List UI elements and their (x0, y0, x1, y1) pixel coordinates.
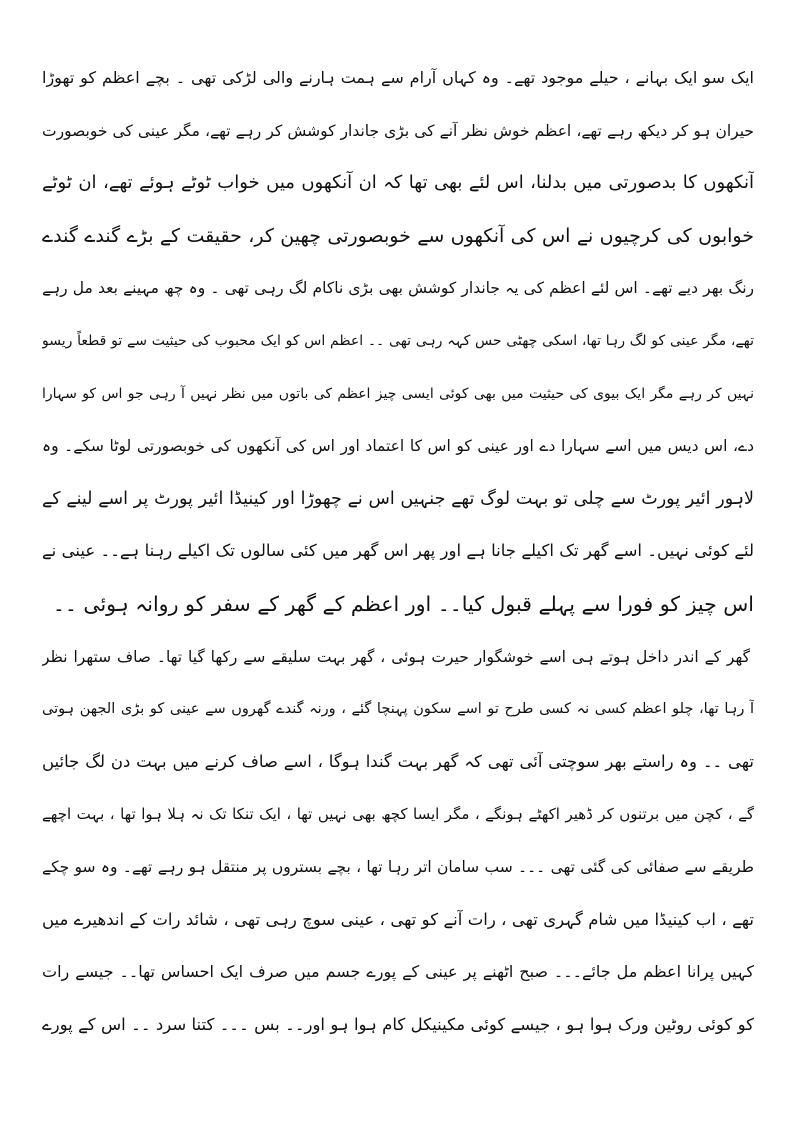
text-line: طریقے سے صفائی کی گئی تھی ۔۔۔ سب سامان اتر رہا تھا ، بچے بستروں پر منتقل ہو رہے تھے۔ وہ سو چکے (42, 857, 754, 876)
text-line: ایک سو ایک بہانے ، حیلے موجود تھے۔ وہ کہاں آرام سے ہمت ہارنے والی لڑکی تھی ۔ بچے اعظم کو تھوڑا (42, 68, 754, 87)
text-line: تھے ، اب کینیڈا میں شام گہری تھی ، رات آنے کو تھی ، عینی سوچ رہی تھی ، شائد رات کے اندھیرے میں (42, 909, 754, 929)
paragraph-2 (42, 637, 754, 1058)
text-line: لئے کوئی نہیں۔ اسے گھر تک اکیلے جانا ہے اور پھر اس گھر میں کئی سالوں تک اکیلے رہنا ہے۔۔ عینی نے (42, 541, 754, 561)
text-line: تھے، مگر عینی کو لگ رہا تھا، اسکی چھٹی حس کہہ رہی تھی ۔۔ اعظم اس کو ایک محبوب کی حیثیت سے تو قطعاً ریسو (42, 332, 754, 349)
text-line: گے ، کچن میں برتنوں کر ڈھیر اکھٹے ہونگے ، مگر ایسا کچھ بھی نہیں تھا ، ایک تنکا تک نہ ہلا ہوا تھا ، بہت اچھے (42, 805, 754, 824)
text-line: نہیں کر رہے مگر ایک بیوی کی حیثیت میں بھی کوئی ایسی چیز اعظم کی باتوں میں نظر نہیں آ رہی جو اس کو سہارا (42, 385, 754, 402)
text-line-paragraph-start: گھر کے اندر داخل ہوتے ہی اسے خوشگوار حیرت ہوئی ، گھر بہت سلیقے سے رکھا گیا تھا۔ صاف ستھرا نظر (42, 647, 750, 666)
urdu-text-body (42, 58, 754, 1057)
text-line: آنکھوں کا بدصورتی میں بدلنا، اس لئے بھی تھا کہ ان آنکھوں میں خواب ٹوٹے ہوئے تھے، ان ٹوٹے (42, 172, 754, 194)
text-line: دے، اس دیس میں اسے سہارا دے اور عینی کو اس کا اعتماد اور اس کی آنکھوں کی خوبصورتی لوٹا سکے۔ وہ (42, 437, 754, 456)
text-line: خوابوں کی کرچیوں نے اس کی آنکھوں سے خوبصورتی چھین کر، حقیقت کے بڑے گندے گندے (42, 224, 754, 247)
text-line: کو کوئی روٹین ورک ہوا ہو ، جیسے کوئی مکینیکل کام ہوا ہو اور۔۔ بس ۔۔۔ کتنا سرد ۔۔ اس کے پورے (42, 1014, 754, 1034)
text-line-paragraph-end: اس چیز کو فورا سے پہلے قبول کیا۔۔ اور اعظم کے گھر کے سفر کو روانہ ہوئی ۔۔ (52, 591, 754, 616)
text-line: آ رہا تھا، چلو اعظم کسی نہ کسی طرح تو اسے سکون پہنچا گئے ، ورنہ گندے گھروں سے عینی کو بڑی الجھن ہوتی (42, 701, 754, 718)
text-line: لاہور ائیر پورٹ سے چلی تو بہت لوگ تھے جنہیں اس نے چھوڑا اور کینیڈا ائیر پورٹ پر اسے لینے کے (42, 488, 754, 509)
text-line: تھی ۔۔ وہ راستے بھر سوچتی آئی تھی کہ گھر بہت گندا ہوگا ، اسے صاف کرنے میں بہت دن لگ جائیں (42, 751, 754, 771)
text-line: کہیں پرانا اعظم مل جائے۔۔۔ صبح اٹھنے پر عینی کے پورے جسم میں صرف ایک احساس تھا۔۔ جیسے رات (42, 962, 754, 982)
text-line: حیران ہو کر دیکھ رہے تھے، اعظم خوش نظر آنے کی بڑی جاندار کوشش کر رہے تھے، مگر عینی کی خوبصورت (42, 121, 754, 140)
text-line: رنگ بھر دیے تھے۔ اس لئے اعظم کی یہ جاندار کوشش بھی بڑی ناکام لگ رہی تھی ۔ وہ چھ مہینے بعد مل رہے (42, 279, 754, 298)
paragraph-1 (42, 58, 754, 637)
